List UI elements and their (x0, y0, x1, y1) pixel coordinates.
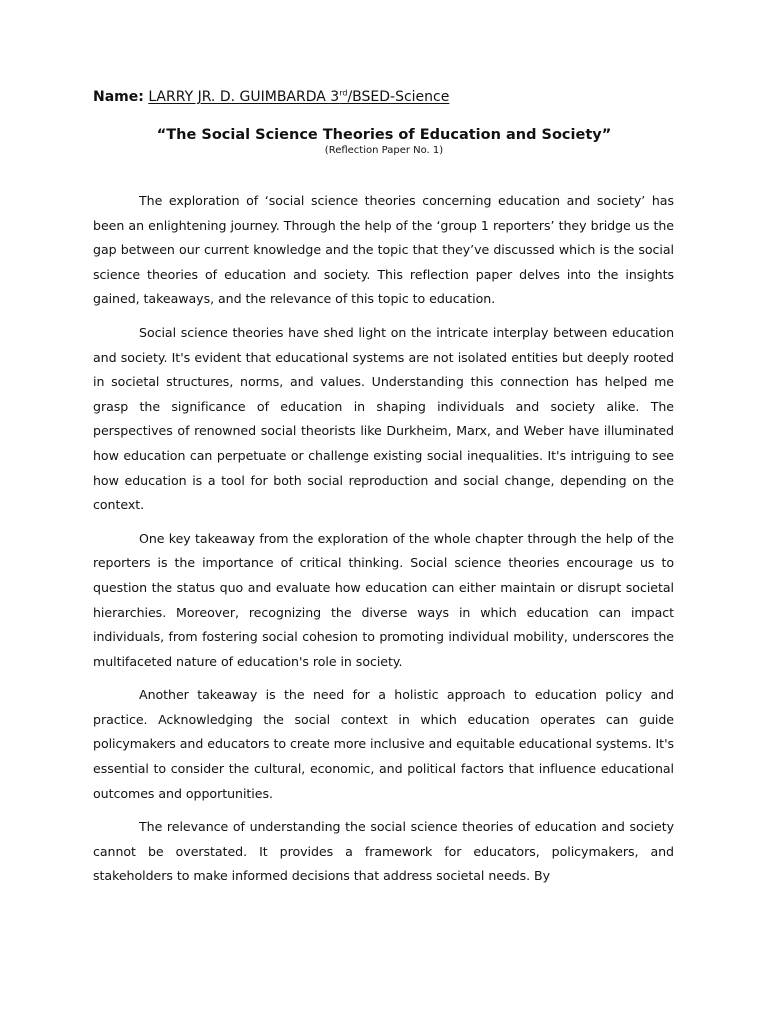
author-name-text: LARRY JR. D. GUIMBARDA 3 (148, 89, 340, 105)
author-name-superscript: rd (339, 88, 348, 98)
paragraph-3: One key takeaway from the exploration of the whole chapter through the help of the reporters is the importance of critical thinking. Social science theories encourage us to question the status quo and evaluate how education can either maintain or disrupt societal hierarchies. Moreover, recognizing the diverse ways in which education can impact individuals, from fostering social cohesion to promoting individual mobility, underscores the multifaceted nature of education's role in society. (93, 530, 674, 669)
author-name-line (93, 87, 449, 107)
name-label: Name: (93, 89, 144, 105)
paragraph-1: The exploration of ‘social science theories concerning education and society’ has been an enlightening journey. Through the help of the ‘group 1 reporters’ they bridge us the gap between our current knowledge and the topic that they’ve discussed which is the social science theories of education and society. This reflection paper delves into the insights gained, takeaways, and the relevance of this topic to education. (93, 193, 674, 307)
paper-title: “The Social Science Theories of Education and Society” (156, 127, 612, 143)
paper-subtitle: (Reflection Paper No. 1) (324, 145, 444, 156)
body-text (93, 189, 674, 898)
author-course: /BSED-Science (347, 89, 450, 105)
author-name (148, 89, 449, 105)
paragraph-2: Social science theories have shed light on the intricate interplay between education and society. It's evident that educational systems are not isolated entities but deeply rooted in societal structures, norms, and values. Understanding this connection has helped me grasp the significance of education in shaping individuals and society alike. The perspectives of renowned social theorists like Durkheim, Marx, and Weber have illuminated how education can perpetuate or challenge existing social inequalities. It's intriguing to see how education is a tool for both social reproduction and social change, depending on the context. (93, 324, 674, 513)
paragraph-5: The relevance of understanding the social science theories of education and society cannot be overstated. It provides a framework for educators, policymakers, and stakeholders to make informed decisions that address societal needs. By (93, 819, 674, 884)
paragraph-4: Another takeaway is the need for a holistic approach to education policy and practice. Acknowledging the social context in which education operates can guide policymakers and educators to create more inclusive and equitable educational systems. It's essential to consider the cultural, economic, and political factors that influence educational outcomes and opportunities. (93, 687, 674, 801)
